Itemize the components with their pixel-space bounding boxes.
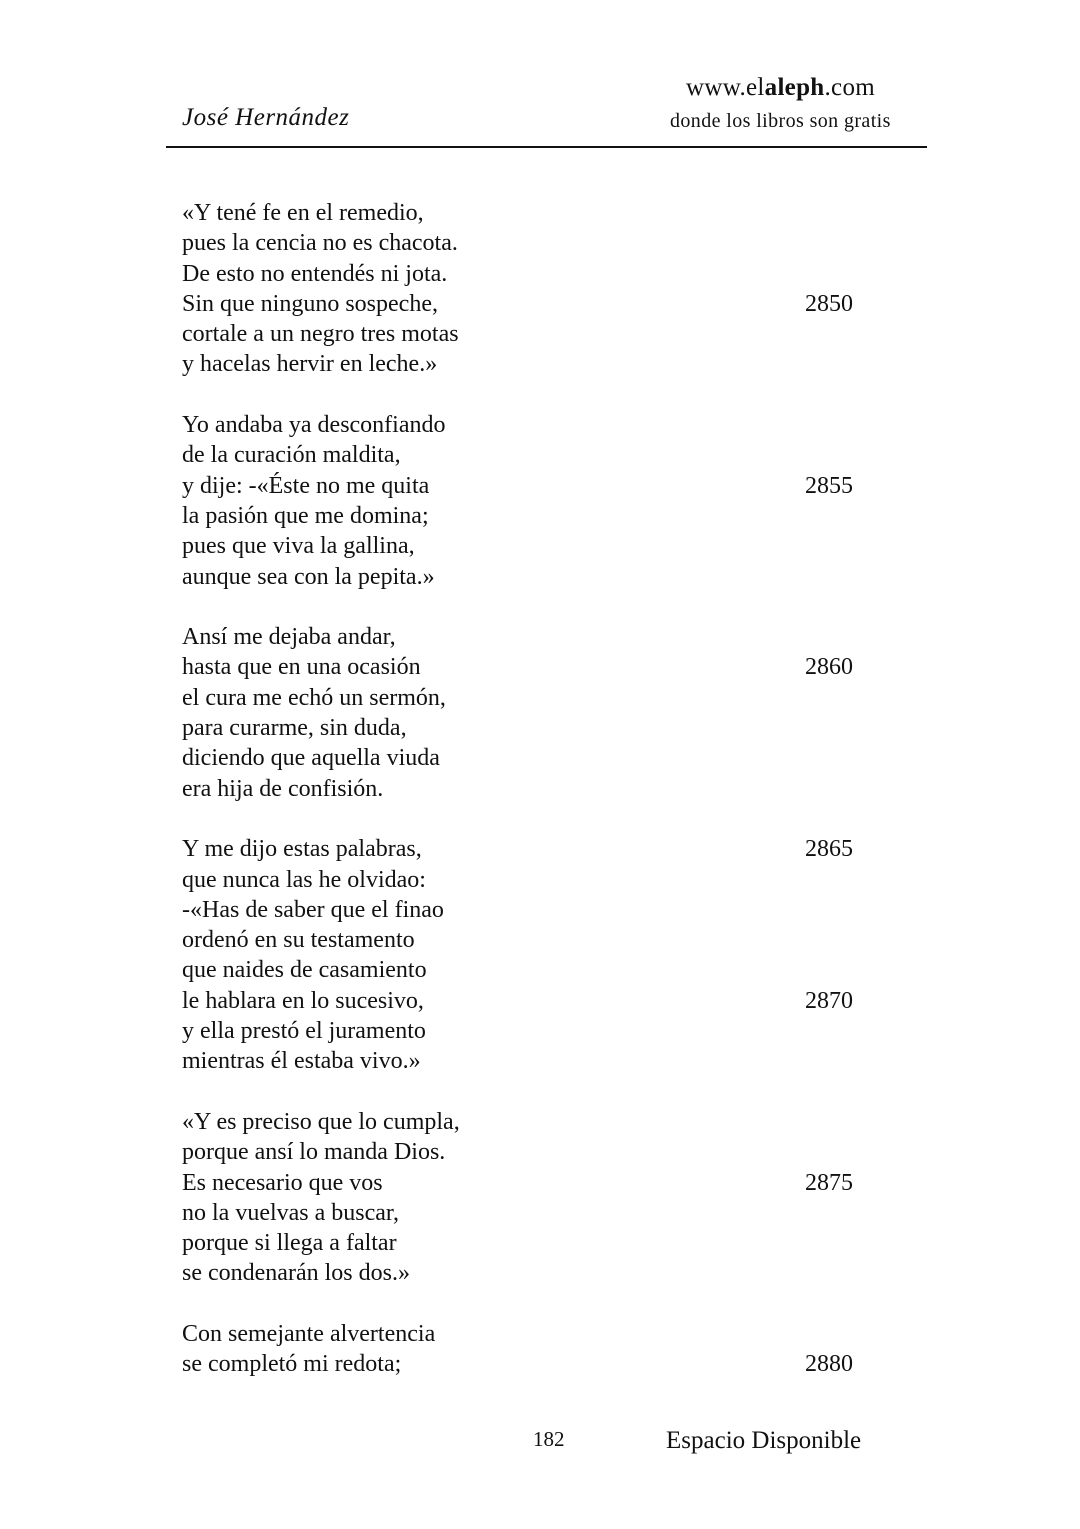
verse-line [182, 471, 882, 501]
verse-text: y dije: -«Éste no me quita [182, 472, 430, 499]
stanza [182, 198, 882, 380]
verse-text: «Y tené fe en el remedio, [182, 200, 424, 226]
stanza [182, 1319, 882, 1380]
verse-text: Con semejante alvertencia [182, 1320, 436, 1347]
stanza-gap [182, 1077, 882, 1107]
verse-text: se condenarán los dos.» [182, 1260, 410, 1287]
site-url-suffix: .com [824, 74, 875, 101]
poem-body [182, 198, 882, 1380]
verse-line [182, 289, 882, 319]
header-divider [166, 146, 927, 148]
verse-line [182, 1168, 882, 1198]
verse-line [182, 986, 882, 1016]
verse-line [182, 440, 882, 470]
line-number: 2855 [805, 472, 853, 499]
verse-text: pues la cencia no es chacota. [182, 230, 458, 257]
verse-line [182, 652, 882, 682]
verse-line [182, 743, 882, 773]
verse-text: le hablara en lo sucesivo, [182, 987, 424, 1014]
stanza-gap [182, 1289, 882, 1319]
site-tagline: donde los libros son gratis [670, 110, 891, 132]
verse-text: «Y es preciso que lo cumpla, [182, 1108, 460, 1135]
verse-text: pues que viva la gallina, [182, 533, 415, 560]
verse-text: ordenó en su testamento [182, 927, 415, 954]
verse-line [182, 683, 882, 713]
author-name: José Hernández [182, 104, 350, 131]
site-url-prefix: www.el [686, 74, 765, 101]
verse-line [182, 501, 882, 531]
line-number: 2850 [805, 290, 853, 317]
verse-text: que nunca las he olvidao: [182, 866, 426, 893]
verse-line [182, 713, 882, 743]
verse-text: Es necesario que vos [182, 1169, 383, 1196]
verse-text: Sin que ninguno sospeche, [182, 290, 438, 317]
verse-line [182, 925, 882, 955]
verse-text: aunque sea con la pepita.» [182, 563, 435, 590]
stanza [182, 1107, 882, 1289]
verse-text: que naides de casamiento [182, 957, 427, 984]
verse-text: el cura me echó un sermón, [182, 684, 446, 711]
verse-text: diciendo que aquella viuda [182, 745, 440, 772]
line-number: 2870 [805, 987, 853, 1014]
verse-text: Yo andaba ya desconfiando [182, 412, 446, 439]
verse-text: era hija de confisión. [182, 775, 384, 802]
verse-line [182, 198, 882, 228]
stanza-gap [182, 380, 882, 410]
line-number: 2860 [805, 654, 853, 681]
verse-line [182, 774, 882, 804]
verse-line [182, 531, 882, 561]
verse-line [182, 1258, 882, 1288]
verse-line [182, 319, 882, 349]
verse-line [182, 1016, 882, 1046]
page-number: 182 [533, 1427, 565, 1451]
verse-text: cortale a un negro tres motas [182, 321, 459, 348]
stanza [182, 622, 882, 804]
verse-line [182, 349, 882, 379]
verse-line [182, 228, 882, 258]
verse-line [182, 1046, 882, 1076]
verse-line [182, 1228, 882, 1258]
verse-line [182, 259, 882, 289]
verse-text: De esto no entendés ni jota. [182, 260, 448, 287]
stanza [182, 410, 882, 592]
verse-text: de la curación maldita, [182, 442, 401, 469]
verse-text: se completó mi redota; [182, 1351, 402, 1378]
verse-line [182, 410, 882, 440]
verse-line [182, 834, 882, 864]
site-url[interactable] [686, 74, 875, 102]
verse-text: y ella prestó el juramento [182, 1018, 426, 1045]
verse-line [182, 1198, 882, 1228]
verse-text: para curarme, sin duda, [182, 715, 407, 742]
verse-text: no la vuelvas a buscar, [182, 1199, 399, 1226]
verse-text: porque ansí lo manda Dios. [182, 1139, 446, 1166]
verse-line [182, 1137, 882, 1167]
footer-note: Espacio Disponible [666, 1427, 862, 1454]
verse-text: Ansí me dejaba andar, [182, 624, 396, 651]
verse-text: mientras él estaba vivo.» [182, 1048, 421, 1075]
verse-line [182, 622, 882, 652]
verse-text: y hacelas hervir en leche.» [182, 351, 438, 378]
verse-text: hasta que en una ocasión [182, 654, 421, 681]
line-number: 2880 [805, 1351, 853, 1378]
verse-line [182, 562, 882, 592]
stanza [182, 834, 882, 1076]
verse-line [182, 1319, 882, 1349]
verse-text: porque si llega a faltar [182, 1230, 397, 1257]
verse-line [182, 865, 882, 895]
stanza-gap [182, 804, 882, 834]
verse-line [182, 1107, 882, 1137]
line-number: 2875 [805, 1169, 853, 1196]
verse-line [182, 895, 882, 925]
verse-line [182, 1349, 882, 1379]
line-number: 2865 [805, 836, 853, 863]
verse-text: -«Has de saber que el finao [182, 896, 444, 923]
verse-line [182, 955, 882, 985]
stanza-gap [182, 592, 882, 622]
verse-text: Y me dijo estas palabras, [182, 836, 422, 863]
verse-text: la pasión que me domina; [182, 502, 429, 529]
site-url-bold: aleph [764, 74, 825, 101]
